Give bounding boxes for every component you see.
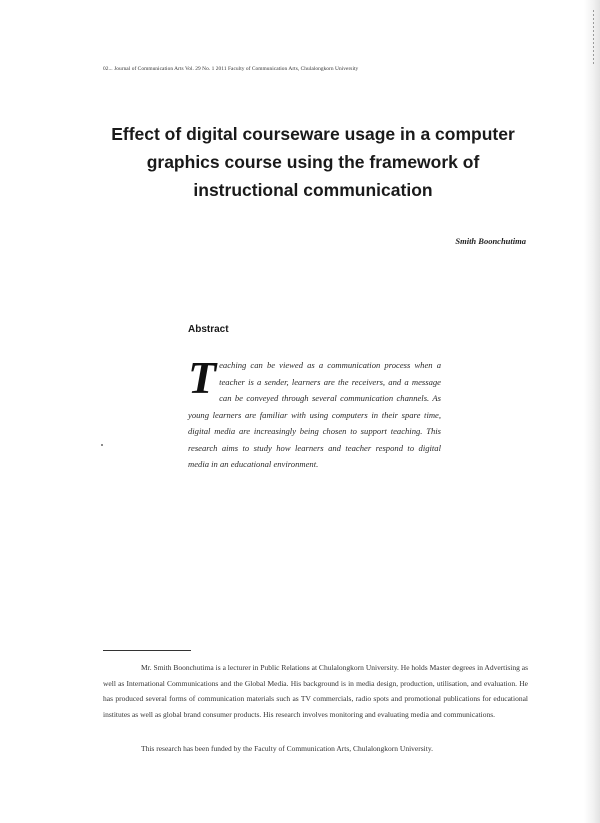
scan-speck [101, 444, 103, 446]
footnote-divider [103, 650, 191, 651]
footnote-author-bio: Mr. Smith Boonchutima is a lecturer in Public Relations at Chulalongkorn University. He holds Master degrees in Advertising as well as International Communications and the Global Media. His background is in media design, production, utilisation, and evaluation. He has produced several forms of communication materials such as TV commercials, radio spots and promotional publications for educational institutes as well as global brand consumer products. His research involves monitoring and evaluating media and communications. [103, 663, 528, 719]
footnote-funding: This research has been funded by the Faculty of Communication Arts, Chulalongkorn University. [141, 744, 433, 753]
running-header: 02... Journal of Communication Arts Vol. 29 No. 1 2011 Faculty of Communication Arts, Chulalongkorn University [103, 66, 359, 72]
abstract-body [188, 352, 441, 473]
abstract-heading: Abstract [188, 324, 229, 335]
scan-edge-shadow [584, 0, 600, 823]
drop-cap: T [188, 352, 217, 403]
abstract-text: eaching can be viewed as a communication process when a teacher is a sender, learners are the receivers, and a message can be conveyed through several communication channels. As young learners are familiar with using computers in their spare time, digital media are increasingly being chosen to support teaching. This research aims to study how learners and teacher respond to digital media in an educational environment. [188, 360, 441, 469]
paper-title: Effect of digital courseware usage in a computer graphics course using the framework of instructional communication [111, 124, 515, 200]
author-name: Smith Boonchutima [455, 236, 526, 246]
